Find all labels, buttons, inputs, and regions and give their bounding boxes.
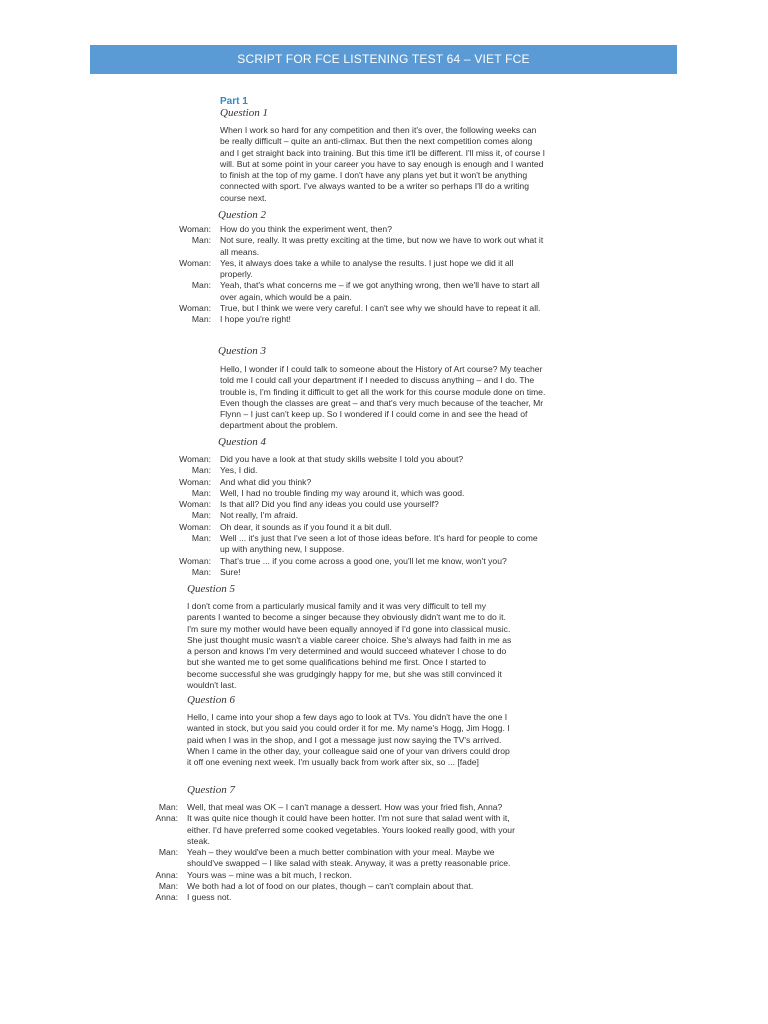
speaker-label: Woman:	[179, 224, 211, 234]
dialogue-line	[138, 802, 516, 813]
dialogue-text: Well, I had no trouble finding my way around it, which was good.	[220, 487, 465, 498]
speaker-label: Man:	[191, 235, 211, 246]
dialogue-line	[168, 499, 548, 510]
dialogue-text: And what did you think?	[220, 476, 312, 487]
speaker-label: Woman:	[179, 555, 211, 566]
dialogue-text: How do you think the experiment went, then?	[220, 224, 392, 234]
dialogue-text: Sure!	[220, 566, 241, 577]
question-6-text: Hello, I came into your shop a few days ago to look at TVs. You didn't have the one I wanted in stock, but you said you could order it for me. My name's Hogg, Jim Hogg. I paid when I was in the shop, and I got a message just now saying the TV's arrived. When I came in the other day, your colleague said one of your van drivers could drop it off one evening next week. I'm usually back from work after six, so ... [fade]	[187, 712, 510, 768]
speaker-label: Anna:	[155, 892, 178, 903]
speaker-label: Man:	[191, 487, 211, 498]
dialogue-text: Oh dear, it sounds as if you found it a bit dull.	[220, 521, 392, 532]
dialogue-line	[168, 510, 548, 521]
dialogue-text: I guess not.	[187, 892, 232, 903]
dialogue-text: True, but I think we were very careful. I can't see why we should have to repeat it all.	[220, 303, 541, 314]
dialogue-line	[138, 813, 516, 847]
speaker-label: Woman:	[179, 499, 211, 510]
dialogue-line	[168, 258, 548, 281]
speaker-label: Woman:	[179, 454, 211, 464]
dialogue-text: Yeah, that's what concerns me – if we got anything wrong, then we'll have to start all over again, which would be a pain.	[220, 280, 540, 302]
dialogue-text: Well, that meal was OK – I can't manage a dessert. How was your fried fish, Anna?	[187, 802, 503, 812]
speaker-label: Woman:	[179, 303, 211, 314]
dialogue-text: It was quite nice though it could have been hotter. I'm not sure that salad went with it, either. I'd have preferred some cooked vegetables. Yours looked really good, with your steak.	[187, 813, 515, 846]
dialogue-line	[168, 465, 548, 476]
dialogue-line	[168, 522, 548, 533]
dialogue-text: That's true ... if you come across a good one, you'll let me know, won't you?	[220, 555, 507, 566]
speaker-label: Man:	[191, 566, 211, 577]
dialogue-line	[168, 314, 548, 325]
dialogue-line	[138, 847, 516, 870]
dialogue-text: Well ... it's just that I've seen a lot of those ideas before. It's hard for people to come up with anything new, I suppose.	[220, 533, 538, 555]
question-4-heading: Question 4	[218, 436, 266, 448]
question-2-dialogue	[168, 224, 548, 326]
question-5-heading: Question 5	[187, 583, 235, 595]
dialogue-line	[138, 870, 516, 881]
question-3-heading: Question 3	[218, 345, 266, 357]
document-title: SCRIPT FOR FCE LISTENING TEST 64 – VIET FCE	[237, 52, 530, 66]
question-2-heading: Question 2	[218, 209, 266, 221]
dialogue-text: Yes, it always does take a while to analyse the results. I just hope we did it all properly.	[220, 257, 514, 280]
question-7-dialogue	[138, 802, 516, 904]
speaker-label: Man:	[191, 280, 211, 291]
speaker-label: Man:	[158, 802, 178, 812]
dialogue-line	[168, 235, 548, 258]
dialogue-line	[168, 533, 548, 556]
question-4-dialogue	[168, 454, 548, 578]
speaker-label: Man:	[191, 510, 211, 521]
dialogue-text: Not really, I'm afraid.	[220, 510, 298, 521]
dialogue-text: Did you have a look at that study skills website I told you about?	[220, 454, 464, 464]
dialogue-line	[168, 488, 548, 499]
dialogue-text: Yes, I did.	[220, 465, 258, 476]
speaker-label: Man:	[191, 533, 211, 544]
dialogue-line	[168, 280, 548, 303]
speaker-label: Man:	[158, 881, 178, 892]
speaker-label: Man:	[191, 465, 211, 476]
document-header-bar	[90, 45, 677, 74]
part-label: Part 1	[220, 96, 248, 107]
speaker-label: Woman:	[179, 476, 211, 487]
dialogue-line	[168, 303, 548, 314]
dialogue-line	[138, 892, 516, 903]
question-6-heading: Question 6	[187, 694, 235, 706]
dialogue-text: I hope you're right!	[220, 314, 291, 325]
dialogue-text: Yeah – they would've been a much better combination with your meal. Maybe we should've swapped – I like salad with steak. Anyway, it was a pretty reasonable price.	[187, 847, 511, 869]
speaker-label: Man:	[191, 314, 211, 325]
dialogue-text: Is that all? Did you find any ideas you could use yourself?	[220, 499, 439, 510]
dialogue-line	[168, 477, 548, 488]
speaker-label: Anna:	[155, 813, 178, 824]
question-1-heading: Question 1	[220, 107, 268, 119]
dialogue-text: Not sure, really. It was pretty exciting at the time, but now we have to work out what it all means.	[220, 235, 544, 257]
dialogue-line	[168, 556, 548, 567]
dialogue-line	[168, 567, 548, 578]
dialogue-text: Yours was – mine was a bit much, I reckon.	[187, 869, 352, 880]
speaker-label: Man:	[158, 847, 178, 858]
question-5-text: I don't come from a particularly musical family and it was very difficult to tell my parents I wanted to become a singer because they obviously didn't want me to do it. I'm sure my mother would have been equally annoyed if I'd gone into classical music. She just thought music wasn't a viable career choice. She's always had faith in me as a person and knows I'm very determined and would succeed whatever I chose to do but she wanted me to get some qualifications behind me first. Once I started to become successful she was grudgingly happy for me, but she was still convinced it wouldn't last.	[187, 601, 512, 691]
speaker-label: Anna:	[155, 869, 178, 880]
question-1-text: When I work so hard for any competition and then it's over, the following weeks can be really difficult – quite an anti-climax. But then the next competition comes along and I get straight back into training. But this time it'll be different. I'll miss it, of course I will. But at some point in your career you have to say enough is enough and I wanted to finish at the top of my game. I don't have any plans yet but it won't be anything connected with sport. I've always wanted to be a writer so perhaps I'll do a writing course next.	[220, 125, 546, 203]
question-3-text: Hello, I wonder if I could talk to someone about the History of Art course? My teacher told me I could call your department if I needed to discuss anything – and I do. The trouble is, I'm finding it difficult to get all the work for this course module done on time. Even though the classes are great – and that's very much because of the teacher, Mr Flynn – I just can't keep up. So I wondered if I could come in and see the head of department about the problem.	[220, 364, 546, 431]
dialogue-line	[168, 224, 548, 235]
speaker-label: Woman:	[179, 521, 211, 532]
question-7-heading: Question 7	[187, 784, 235, 796]
speaker-label: Woman:	[179, 257, 211, 268]
dialogue-line	[168, 454, 548, 465]
dialogue-line	[138, 881, 516, 892]
dialogue-text: We both had a lot of food on our plates, though – can't complain about that.	[187, 881, 474, 892]
